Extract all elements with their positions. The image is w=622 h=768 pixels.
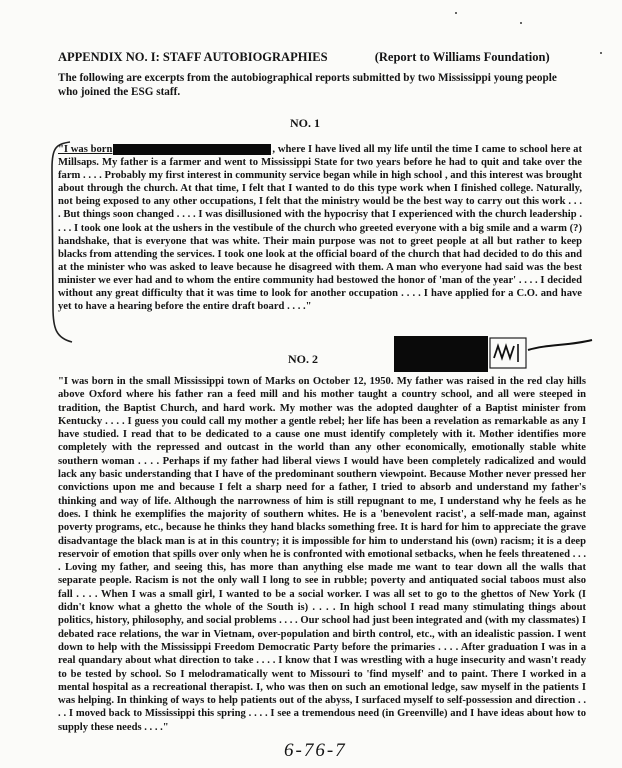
scan-speck xyxy=(455,12,457,14)
autobiography-2-text: "I was born in the small Mississippi town of Marks on October 12, 1950. My father was raised in the red clay hills above Oxford where his father ran a feed mill and his mother taught a country school, and all were steeped in tradition, the Baptist Church, and hard work. My mother was the adopted daughter of a Baptist minister from Kentucky . . . . I guess you could call my mother a gentle rebel; her life has been a revelation as remarkable as any I have studied. I read that to be dedicated to a cause one must identify completely with it. Mother identifies more completely with the repressed and outcast in the world than any other economically, emotionally stable white southern woman . . . . Perhaps if my father had liberal views I would have been completely radicalized and would lack any basic understanding that I have of the predominant southern viewpoint. Because Mother never pressed her convictions upon me and because I felt a sharp need for a father, I tried to absorb and understand my father's thinking and way of life. Although the narrowness of him is still repugnant to me, I understand why he feels as he does. I think he exemplifies the majority of southern whites. He is a 'benevolent racist', a self-made man, against poverty programs, etc., because he thinks they hand blacks something free. It is hard for him to appreciate the grave disadvantage the black man is at in this country; it is impossible for him to understand his (own) racism; it is a deep reservoir of emotion that spills over only when he is confronted with emotional setbacks, when he feels threatened . . . . Loving my father, and seeing this, has more than anything else made me want to tear down all the walls that separate people. Racism is not the only wall I long to see in rubble; poverty and antiquated social taboos must also fall . . . . When I was a small girl, I wanted to be a social worker. I was all set to go to the ghettos of New York (I didn't know what a ghetto the whole of the South is) . . . . In high school I read many stimulating things about politics, history, philosophy, and social problems . . . . Our school had just been integrated and (with my classmates) I debated race relations, the war in Vietnam, over-population and birth control, etc., with an idealistic passion. I went down to help with the Mississippi Freedom Democratic Party before the primaries . . . . After graduation I was in a real quandary about what direction to take . . . . I know that I was wrestling with a huge insecurity and wasn't ready to be tested by school. So I melodramatically went to Missouri to 'find myself' and to paint. There I worked in a mental hospital as a recreational therapist. I, who was then on such an emotional ledge, saw myself in the patients I was helping. In thinking of ways to help patients out of the abyss, I surfaced myself to self-possession and direction . . . . I moved back to Mississippi this spring . . . . I see a tremendous need (in Greenville) and I have ideas about how to supply these needs . . . ." xyxy=(58,376,586,733)
redaction-block xyxy=(394,336,488,372)
handwritten-initials xyxy=(488,336,600,372)
autobiography-1-text xyxy=(58,143,582,313)
page-stamp: 6-76-7 xyxy=(284,740,347,761)
section-number-2: NO. 2 xyxy=(288,352,318,366)
report-label: (Report to Williams Foundation) xyxy=(374,50,550,64)
autobiography-1-body: , where I have lived all my life until the time I came to school here at Millsaps. My father is a farmer and went to Mississippi State for two years before he had to quit and take over the farm . . . . Probably my first interest in community service began while in high school , and this interest was brought about through the church. At that time, I felt that I wanted to do this type work when I finished college. Naturally, not being exposed to any other occupations, I felt that the ministry would be the best way to carry out this work . . . . But things soon changed . . . . I was disillusioned with the hypocrisy that I experienced with the church leadership . . . . I took one look at the ushers in the vestibule of the church who greeted everyone with a big smile and a warm (?) handshake, that is everyone that was white. Their main purpose was not to greet people at all but rather to keep blacks from attending the services. I took one look at the official board of the church that had decided to do this and at the minister who was asked to leave because he disagreed with them. A man who everyone had said was the best minister we ever had and to whom the entire community had bestowed the honor of 'man of the year' . . . . I decided without any great difficulty that it was time to look for another occupation . . . . I have applied for a C.O. and have yet to have a hearing before the entire draft board . . . ." xyxy=(58,144,583,313)
section-number-1: NO. 1 xyxy=(290,116,320,130)
page-header xyxy=(58,50,550,65)
redaction-bar xyxy=(113,144,271,155)
scan-speck xyxy=(520,22,522,24)
autobiography-1-start: "I was born xyxy=(58,144,113,155)
scan-speck xyxy=(600,52,602,54)
appendix-title: APPENDIX NO. I: STAFF AUTOBIOGRAPHIES xyxy=(58,50,328,64)
intro-paragraph: The following are excerpts from the autobiographical reports submitted by two Mississippi young people who joined the ESG staff. xyxy=(58,72,557,98)
